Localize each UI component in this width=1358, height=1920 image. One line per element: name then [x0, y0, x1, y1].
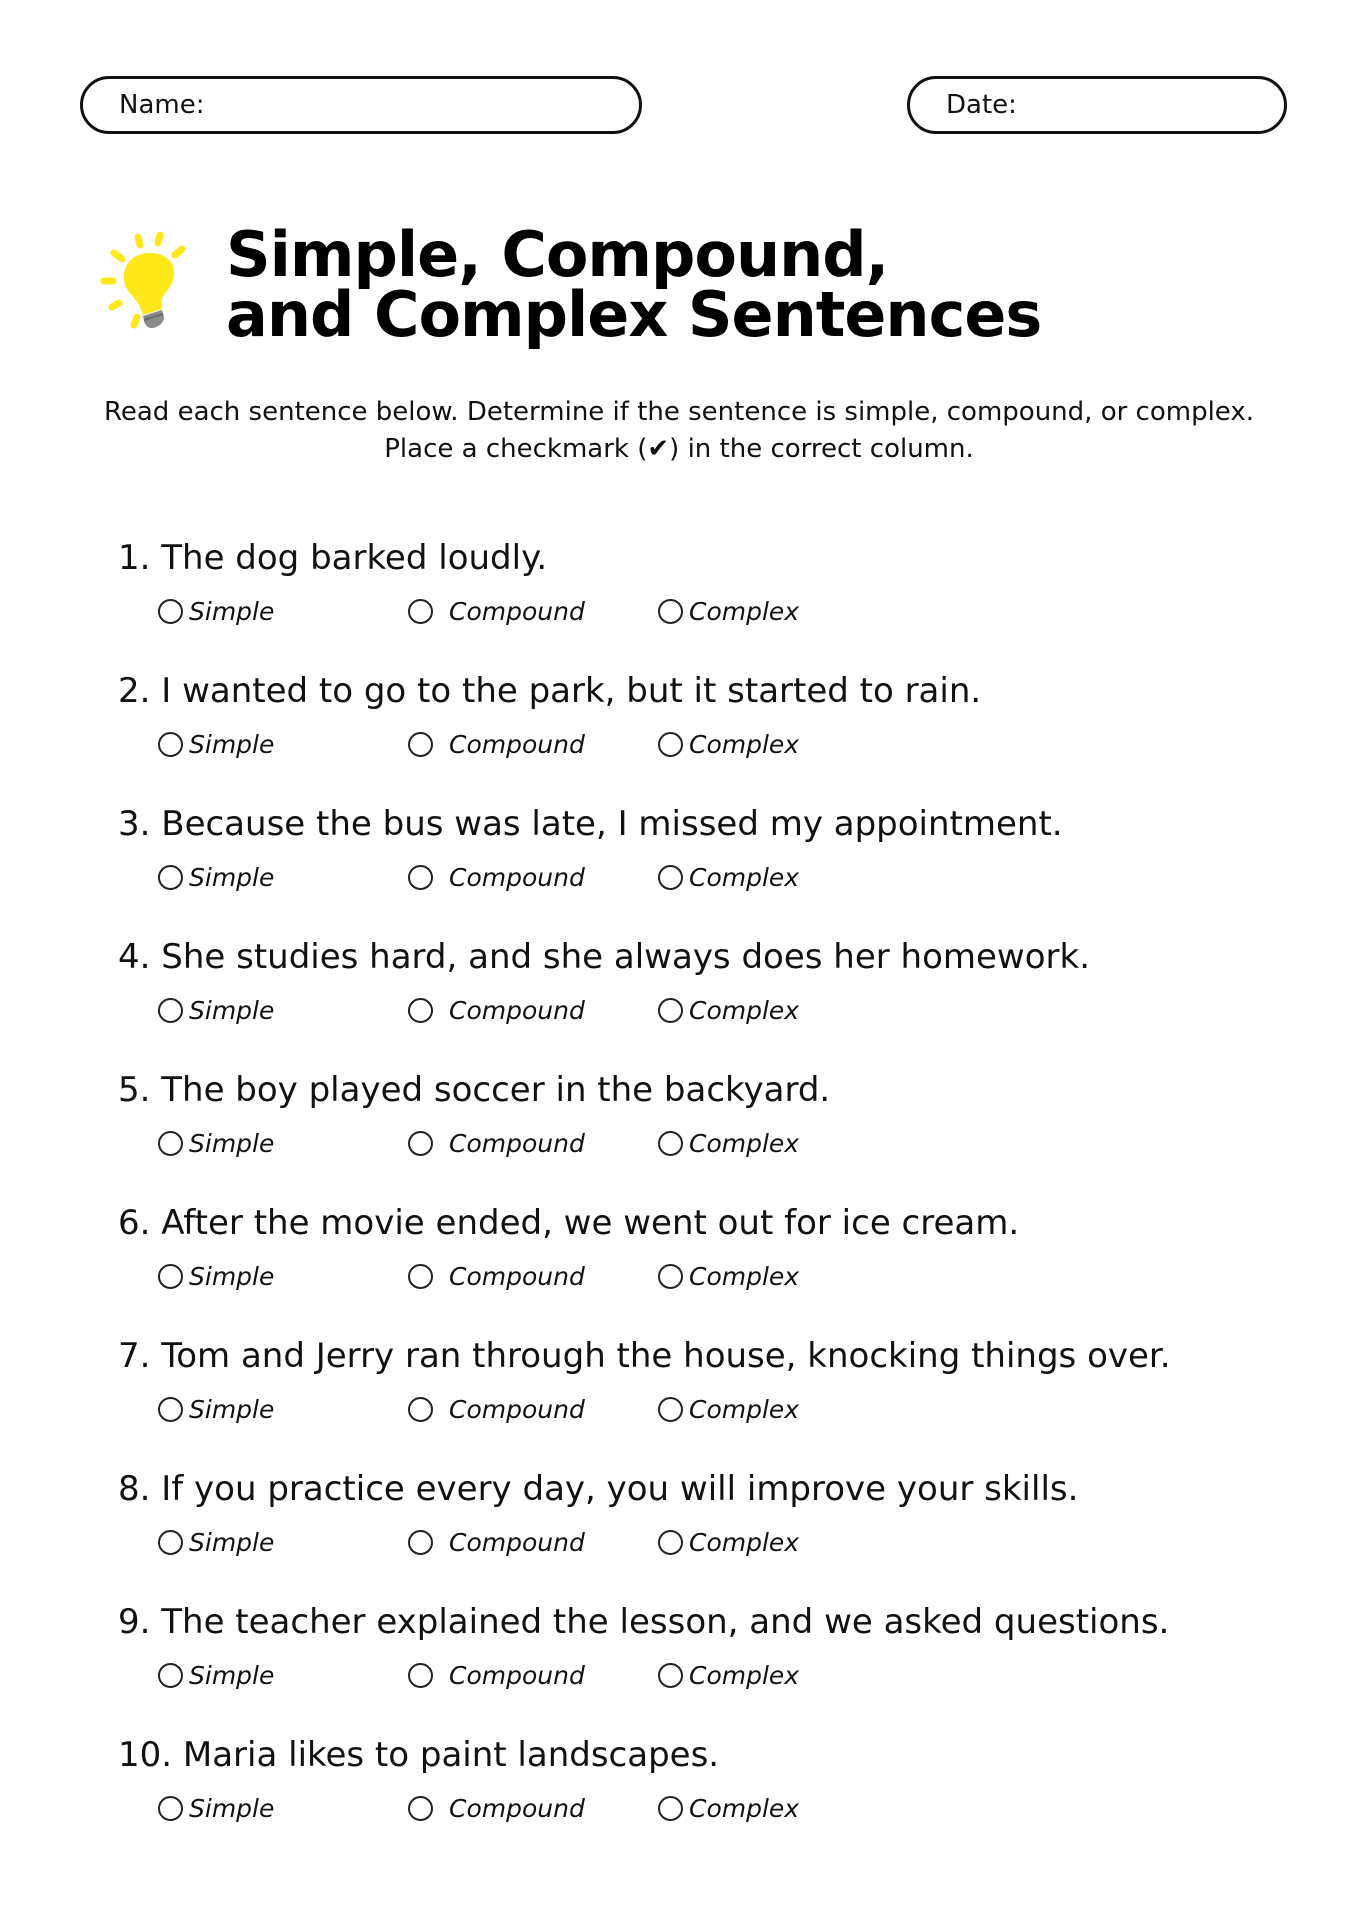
radio-circle-icon[interactable]: [658, 998, 683, 1023]
option-complex[interactable]: [658, 996, 799, 1025]
question-text: 4. She studies hard, and she always does her homework.: [118, 937, 1091, 977]
question-item: [118, 1066, 1298, 1199]
radio-circle-icon[interactable]: [408, 1530, 433, 1555]
instructions-line-2: Place a checkmark (✔) in the correct column.: [384, 434, 974, 464]
option-compound[interactable]: [408, 1528, 585, 1557]
option-label: Complex: [689, 1129, 800, 1158]
radio-circle-icon[interactable]: [658, 1131, 683, 1156]
option-simple[interactable]: [158, 1262, 274, 1291]
option-compound[interactable]: [408, 1395, 585, 1424]
radio-circle-icon[interactable]: [158, 998, 183, 1023]
question-text: 2. I wanted to go to the park, but it started to rain.: [118, 671, 982, 711]
option-label: Simple: [189, 730, 275, 759]
radio-circle-icon[interactable]: [658, 1397, 683, 1422]
question-item: [118, 1731, 1298, 1864]
option-label: Compound: [449, 1794, 585, 1823]
date-label: Date:: [946, 90, 1017, 120]
option-simple[interactable]: [158, 1129, 274, 1158]
option-label: Simple: [189, 1395, 275, 1424]
title-line-2: and Complex Sentences: [226, 278, 1042, 351]
option-simple[interactable]: [158, 1528, 274, 1557]
option-label: Complex: [689, 730, 800, 759]
question-text: 1. The dog barked loudly.: [118, 538, 548, 578]
name-label: Name:: [119, 90, 205, 120]
radio-circle-icon[interactable]: [408, 1397, 433, 1422]
option-simple[interactable]: [158, 1395, 274, 1424]
question-list: [118, 534, 1298, 1864]
option-label: Compound: [449, 1661, 585, 1690]
option-label: Simple: [189, 1262, 275, 1291]
question-item: [118, 534, 1298, 667]
radio-circle-icon[interactable]: [658, 1796, 683, 1821]
option-label: Compound: [449, 730, 585, 759]
radio-circle-icon[interactable]: [408, 599, 433, 624]
radio-circle-icon[interactable]: [408, 1131, 433, 1156]
option-label: Compound: [449, 1129, 585, 1158]
option-compound[interactable]: [408, 597, 585, 626]
question-text: 7. Tom and Jerry ran through the house, knocking things over.: [118, 1336, 1171, 1376]
radio-circle-icon[interactable]: [158, 1663, 183, 1688]
option-compound[interactable]: [408, 1794, 585, 1823]
option-label: Simple: [189, 1661, 275, 1690]
question-text: 5. The boy played soccer in the backyard.: [118, 1070, 831, 1110]
radio-circle-icon[interactable]: [158, 1131, 183, 1156]
question-text: 6. After the movie ended, we went out for ice cream.: [118, 1203, 1020, 1243]
question-text: 10. Maria likes to paint landscapes.: [118, 1735, 720, 1775]
radio-circle-icon[interactable]: [658, 1264, 683, 1289]
option-complex[interactable]: [658, 1395, 799, 1424]
radio-circle-icon[interactable]: [158, 1397, 183, 1422]
option-label: Compound: [449, 996, 585, 1025]
worksheet-title-block: [98, 218, 1098, 365]
option-label: Complex: [689, 597, 800, 626]
option-complex[interactable]: [658, 1528, 799, 1557]
option-label: Complex: [689, 1794, 800, 1823]
option-label: Simple: [189, 863, 275, 892]
option-label: Compound: [449, 597, 585, 626]
radio-circle-icon[interactable]: [658, 599, 683, 624]
radio-circle-icon[interactable]: [158, 1264, 183, 1289]
radio-circle-icon[interactable]: [158, 599, 183, 624]
radio-circle-icon[interactable]: [408, 998, 433, 1023]
option-simple[interactable]: [158, 1661, 274, 1690]
option-label: Simple: [189, 996, 275, 1025]
date-field[interactable]: [907, 76, 1287, 134]
radio-circle-icon[interactable]: [408, 1264, 433, 1289]
radio-circle-icon[interactable]: [408, 1796, 433, 1821]
option-compound[interactable]: [408, 1262, 585, 1291]
option-complex[interactable]: [658, 1262, 799, 1291]
question-text: 8. If you practice every day, you will improve your skills.: [118, 1469, 1079, 1509]
instructions: [60, 394, 1298, 468]
option-label: Simple: [189, 1794, 275, 1823]
question-item: [118, 933, 1298, 1066]
question-item: [118, 1199, 1298, 1332]
option-compound[interactable]: [408, 1661, 585, 1690]
option-complex[interactable]: [658, 597, 799, 626]
question-item: [118, 800, 1298, 933]
radio-circle-icon[interactable]: [158, 865, 183, 890]
question-text: 9. The teacher explained the lesson, and we asked questions.: [118, 1602, 1170, 1642]
option-label: Simple: [189, 1129, 275, 1158]
radio-circle-icon[interactable]: [158, 732, 183, 757]
option-compound[interactable]: [408, 1129, 585, 1158]
option-label: Simple: [189, 597, 275, 626]
option-complex[interactable]: [658, 1129, 799, 1158]
option-complex[interactable]: [658, 730, 799, 759]
option-compound[interactable]: [408, 996, 585, 1025]
radio-circle-icon[interactable]: [408, 1663, 433, 1688]
option-simple[interactable]: [158, 730, 274, 759]
option-label: Complex: [689, 1528, 800, 1557]
option-label: Compound: [449, 1528, 585, 1557]
option-complex[interactable]: [658, 863, 799, 892]
option-label: Complex: [689, 996, 800, 1025]
option-complex[interactable]: [658, 1794, 799, 1823]
question-item: [118, 1598, 1298, 1731]
title-line-1: Simple, Compound,: [226, 218, 889, 291]
radio-circle-icon[interactable]: [658, 865, 683, 890]
option-simple[interactable]: [158, 1794, 274, 1823]
worksheet-title: [226, 218, 1042, 351]
radio-circle-icon[interactable]: [158, 1796, 183, 1821]
instructions-line-1: Read each sentence below. Determine if the sentence is simple, compound, or complex.: [103, 397, 1255, 427]
option-label: Compound: [449, 1262, 585, 1291]
question-item: [118, 667, 1298, 800]
option-simple[interactable]: [158, 597, 274, 626]
option-label: Compound: [449, 1395, 585, 1424]
question-item: [118, 1332, 1298, 1465]
question-text: 3. Because the bus was late, I missed my appointment.: [118, 804, 1063, 844]
option-compound[interactable]: [408, 730, 585, 759]
option-complex[interactable]: [658, 1661, 799, 1690]
question-item: [118, 1465, 1298, 1598]
option-label: Complex: [689, 1262, 800, 1291]
option-label: Complex: [689, 1395, 800, 1424]
lightbulb-icon: [98, 229, 202, 345]
radio-circle-icon[interactable]: [658, 732, 683, 757]
radio-circle-icon[interactable]: [158, 1530, 183, 1555]
option-simple[interactable]: [158, 996, 274, 1025]
radio-circle-icon[interactable]: [658, 1530, 683, 1555]
option-label: Simple: [189, 1528, 275, 1557]
option-label: Complex: [689, 863, 800, 892]
option-compound[interactable]: [408, 863, 585, 892]
radio-circle-icon[interactable]: [408, 865, 433, 890]
option-label: Compound: [449, 863, 585, 892]
option-simple[interactable]: [158, 863, 274, 892]
option-label: Complex: [689, 1661, 800, 1690]
name-field[interactable]: [80, 76, 642, 134]
radio-circle-icon[interactable]: [408, 732, 433, 757]
radio-circle-icon[interactable]: [658, 1663, 683, 1688]
